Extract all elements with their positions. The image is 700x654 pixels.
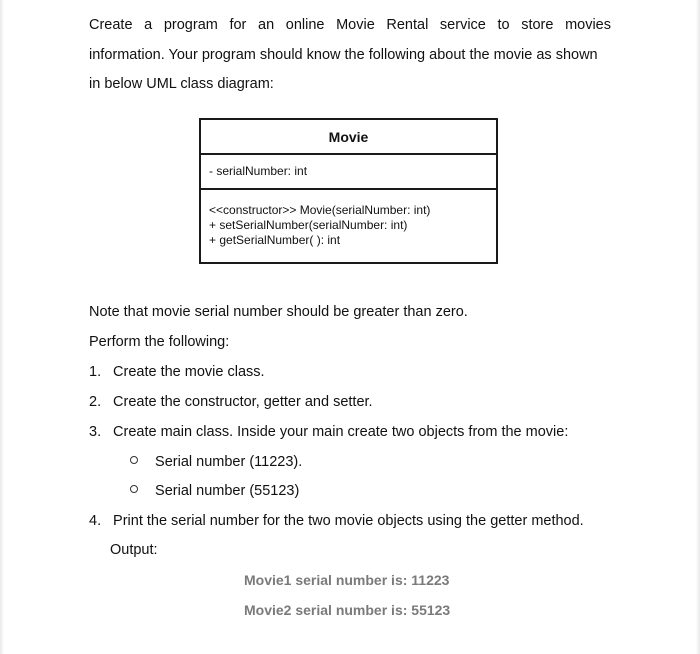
output-line-1: Movie1 serial number is: 11223 (244, 572, 450, 588)
intro-line-2: information. Your program should know the following about the movie as shown (89, 46, 598, 63)
perform-heading: Perform the following: (89, 334, 230, 350)
uml-method-setter: + setSerialNumber(serialNumber: int) (209, 218, 408, 232)
uml-methods (201, 190, 496, 248)
intro-line-3: in below UML class diagram: (89, 76, 274, 92)
intro-line-1: Create a program for an online Movie Rental service to store movies (89, 17, 611, 33)
output-label: Output: (110, 542, 158, 558)
step-text: Create main class. Inside your main create two objects from the movie: (113, 424, 569, 440)
left-edge-shadow (0, 0, 4, 654)
step-number: 3. (89, 424, 102, 440)
intro-paragraph (89, 11, 611, 100)
sub-item-text: Serial number (11223). (155, 454, 303, 470)
uml-method-getter: + getSerialNumber( ): int (209, 233, 341, 247)
note-text: Note that movie serial number should be greater than zero. (89, 304, 468, 320)
output-line-2: Movie2 serial number is: 55123 (244, 602, 451, 618)
uml-attributes (201, 155, 496, 190)
uml-method-constructor: <<constructor>> Movie(serialNumber: int) (209, 203, 431, 217)
step-text: Print the serial number for the two movie objects using the getter method. (113, 513, 584, 529)
step-number: 4. (89, 513, 102, 529)
circle-bullet-icon (130, 485, 138, 493)
sub-list-item (130, 483, 299, 499)
step-item (89, 394, 373, 410)
sub-item-text: Serial number (55123) (155, 483, 300, 499)
sub-list-item (130, 454, 302, 470)
step-text: Create the movie class. (113, 364, 265, 380)
uml-class-diagram (199, 118, 498, 264)
step-number: 1. (89, 364, 102, 380)
uml-attribute: - serialNumber: int (209, 164, 308, 178)
step-text: Create the constructor, getter and setter. (113, 394, 373, 410)
circle-bullet-icon (130, 456, 138, 464)
step-item (89, 424, 568, 440)
uml-class-name: Movie (201, 120, 496, 155)
step-number: 2. (89, 394, 102, 410)
step-item (89, 513, 584, 529)
step-item (89, 364, 265, 380)
right-edge-shadow (696, 0, 700, 654)
